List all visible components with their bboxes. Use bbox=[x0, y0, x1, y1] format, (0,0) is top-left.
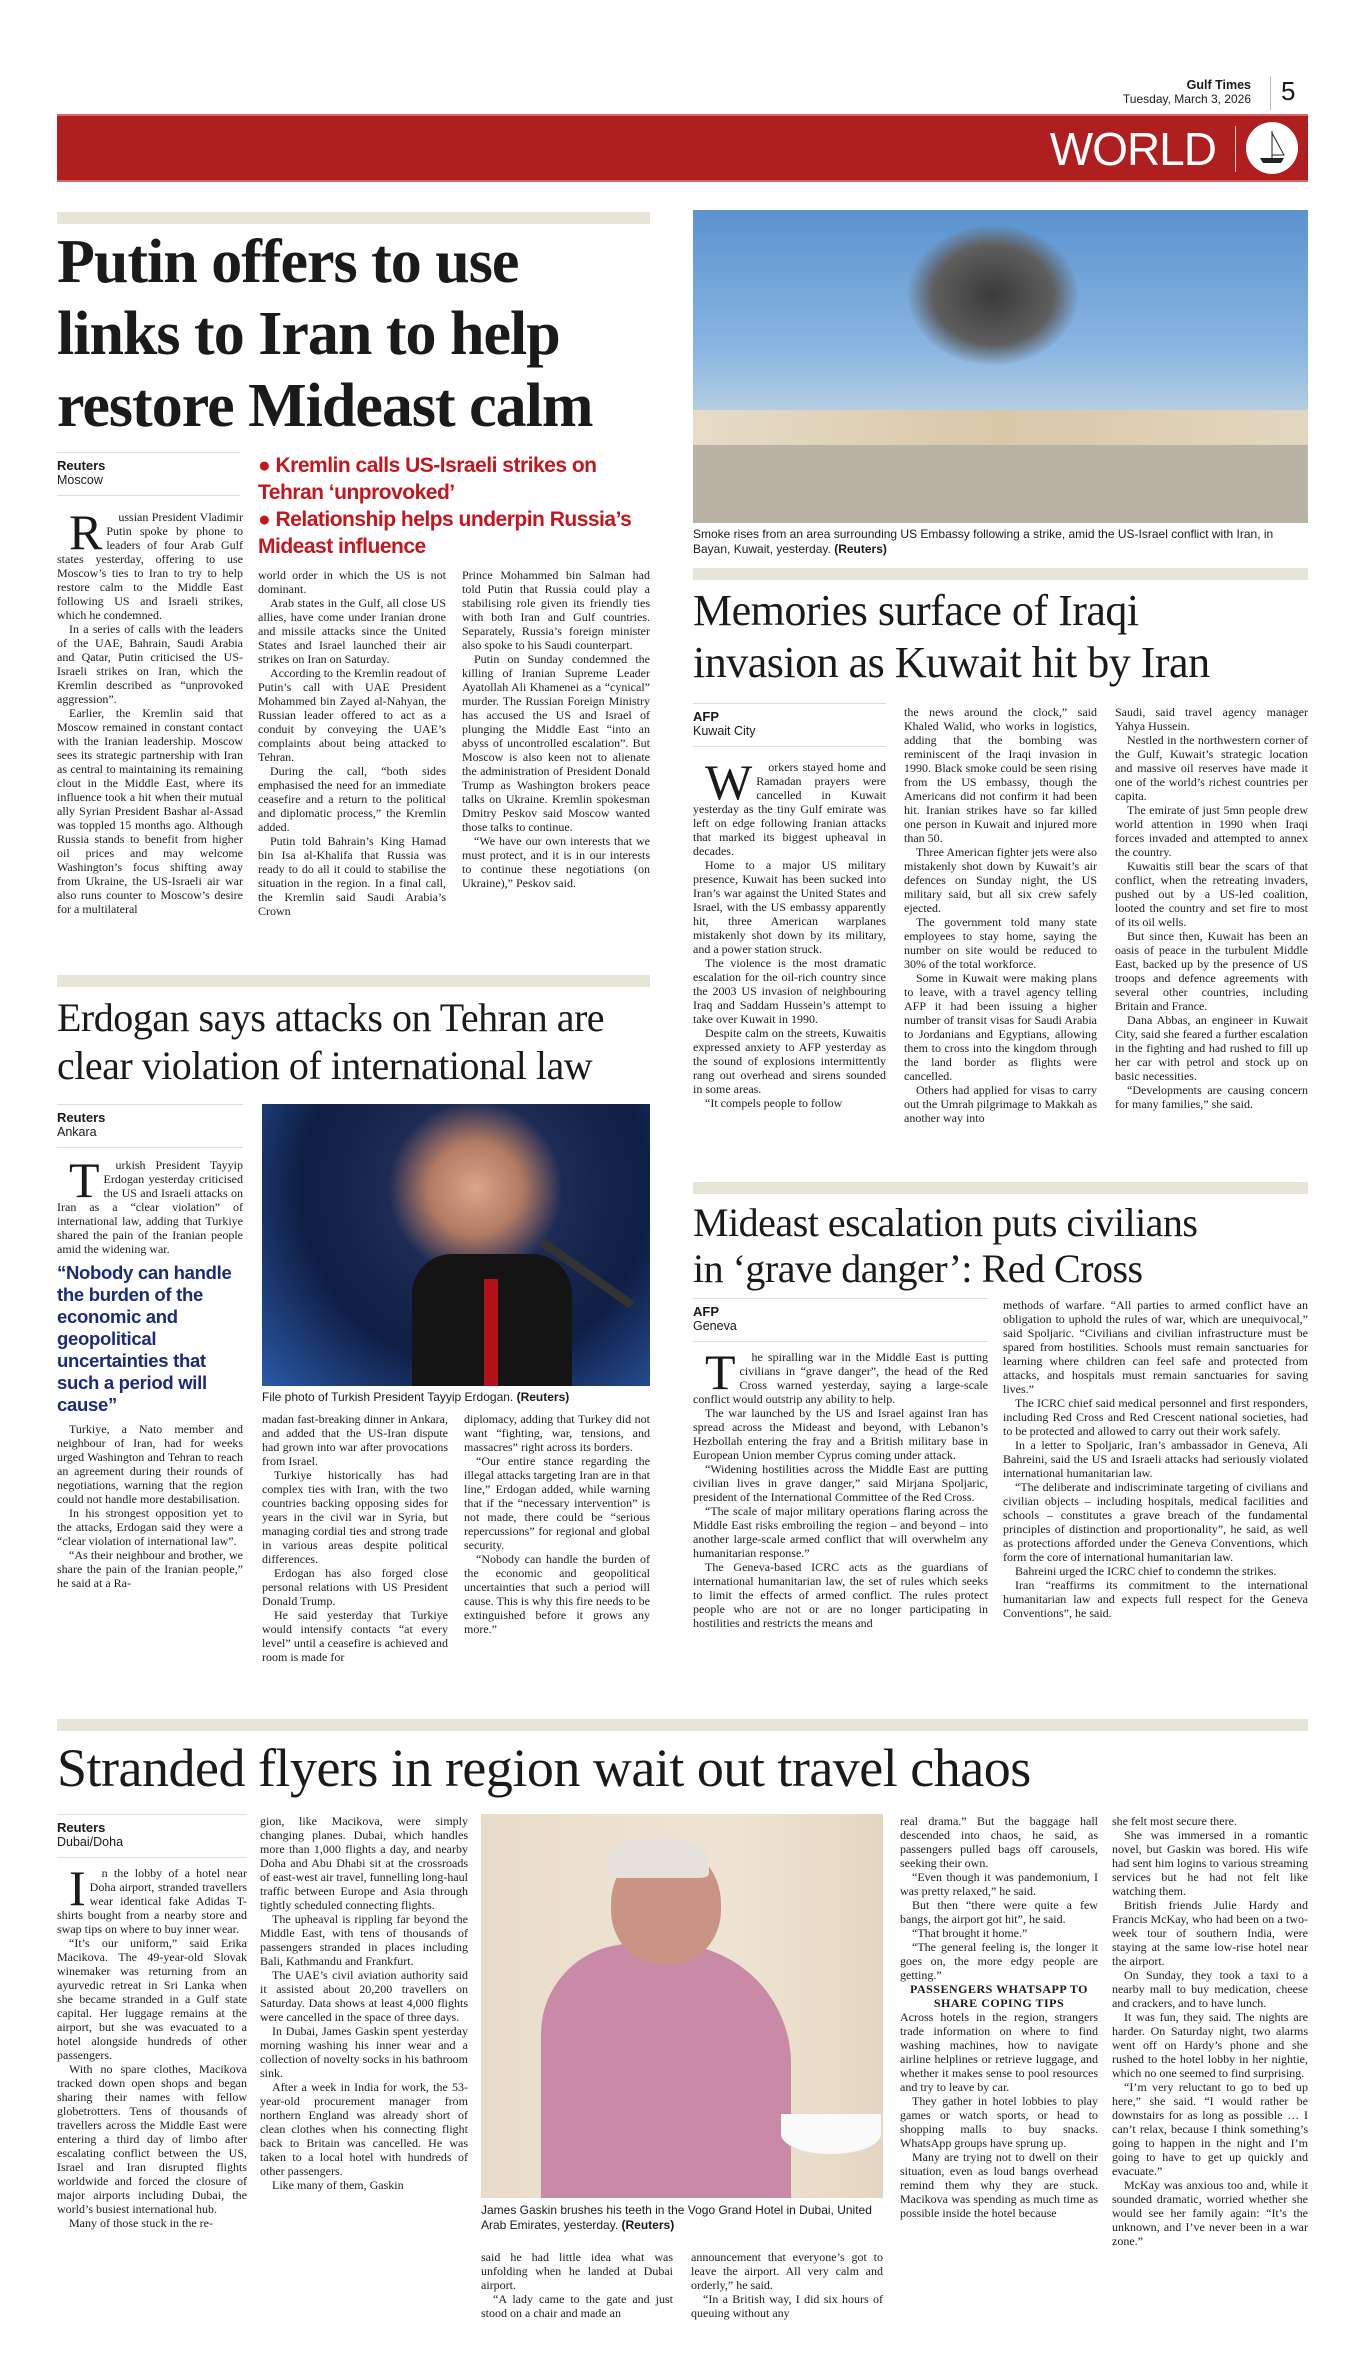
dateline: Moscow bbox=[57, 473, 103, 487]
putin-right-block bbox=[258, 452, 650, 918]
pull-quote: “Nobody can handle the burden of the economic and geopolitical uncertainties that such a period will cause” bbox=[57, 1262, 232, 1415]
subhead: ● Relationship helps underpin Russia’s Mideast influence bbox=[258, 508, 632, 558]
paragraph: madan fast-breaking dinner in Ankara, and added that the US-Iran dispute had grown into war after provocations from Israel. bbox=[262, 1412, 448, 1468]
article-column bbox=[1115, 705, 1308, 1111]
headline-line: Erdogan says attacks on Tehran are bbox=[57, 995, 605, 1040]
paragraph: Three American fighter jets were also mistakenly shot down by Kuwait’s air defences on Sunday night, the US military said, but all six crew safely ejected. bbox=[904, 845, 1097, 915]
headline-stranded: Stranded flyers in region wait out travel chaos bbox=[57, 1738, 1031, 1798]
paragraph: The ICRC chief said medical personnel and first responders, including Red Cross and Red Crescent national societies, had to be protected and allowed to carry out their work safely. bbox=[1003, 1396, 1308, 1438]
paragraph: “The deliberate and indiscriminate targeting of civilians and civilian objects – including hospitals, medical facilities and schools – constitutes a grave breach of the fundamental principles of distinction and proportionality”, he said, as well as protections afforded under the Geneva Conventions, which form the core of international humanitarian law. bbox=[1003, 1480, 1308, 1564]
paragraph: But since then, Kuwait has been an oasis of peace in the turbulent Middle East, backed up by the presence of US troops and defence agreements with several other countries, including Britain and France. bbox=[1115, 929, 1308, 1013]
paragraph: But then “there were quite a few bangs, the airport got hit”, he said. bbox=[900, 1898, 1098, 1926]
paragraph: Some in Kuwait were making plans to leave, with a travel agency telling AFP it had been issuing a higher number of transit visas for Saudi Arabia to Jordanians and Egyptians, allowing them to cross into the kingdom through the land border as flights were cancelled. bbox=[904, 971, 1097, 1083]
paragraph: “Our entire stance regarding the illegal attacks targeting Iran are in that line,” Erdogan added, while warning that if the “necessary intervention” is not made, there could be “serious repercussions” for regional and global security. bbox=[464, 1454, 650, 1552]
paragraph: Iran “reaffirms its commitment to the international humanitarian law and expects full respect for the Geneva Conventions”, he said. bbox=[1003, 1578, 1308, 1620]
paragraph: On Sunday, they took a taxi to a nearby mall to buy medication, cheese and crackers, and to have lunch. bbox=[1112, 1968, 1308, 2010]
paragraph: The UAE’s civil aviation authority said it assisted about 20,200 travellers on Saturday. Data shows at least 4,000 flights were cancelled in the space of three days. bbox=[260, 1968, 468, 2024]
erdogan-lead-block bbox=[57, 1152, 243, 1590]
paragraph: According to the Kremlin readout of Putin’s call with UAE President Mohammed bin Zayed al-Nahyan, the Russian leader offered to act as a conduit by conveying the UAE’s complaints about being attacked to Tehran. bbox=[258, 666, 446, 764]
headline-kuwait bbox=[693, 585, 1333, 689]
paragraph: The Geneva-based ICRC acts as the guardians of international humanitarian law, the set of rules which seeks to limit the effects of armed conflict. The rules protect people who are not or are no longer participating in hostilities and restricts the means and bbox=[693, 1560, 988, 1630]
headline-line: in ‘grave danger’: Red Cross bbox=[693, 1246, 1143, 1291]
headline-line: Putin offers to use bbox=[57, 228, 519, 296]
headline-line: clear violation of international law bbox=[57, 1043, 593, 1088]
paragraph: Dana Abbas, an engineer in Kuwait City, said she feared a further escalation in the fighting and had rushed to fill up her car with petrol and stock up on basic necessities. bbox=[1115, 1013, 1308, 1083]
article-column bbox=[481, 2250, 673, 2320]
paper-name: Gulf Times bbox=[1186, 78, 1251, 92]
paragraph: Saudi, said travel agency manager Yahya Hussein. bbox=[1115, 705, 1308, 733]
paragraph: Across hotels in the region, strangers trade information on where to find washing machines, how to navigate airline helplines or retrieve luggage, and whether it makes sense to pool resources and try to leave by car. bbox=[900, 2010, 1098, 2094]
paragraph: real drama.” But the baggage hall descended into chaos, he said, as passengers pulled bags off carousels, seeking their own. bbox=[900, 1814, 1098, 1870]
paragraph: British friends Julie Hardy and Francis McKay, who had been on a two-week tour of southern India, were staying at the same low-rise hotel near the airport. bbox=[1112, 1898, 1308, 1968]
byline bbox=[57, 1814, 247, 1858]
paragraph: Turkiye, a Nato member and neighbour of Iran, had for weeks urged Washington and Tehran to reach an agreement during their rounds of negotiations, warning that the region could not handle more destabilisation. bbox=[57, 1422, 243, 1506]
paragraph: “Nobody can handle the burden of the economic and geopolitical uncertainties that such a period will cause. This is why this fire needs to be extinguished before it grows any more.” bbox=[464, 1552, 650, 1636]
paragraph: Despite calm on the streets, Kuwaitis expressed anxiety to AFP yesterday as the sound of explosions intermittently rang out overhead and sirens sounded in some areas. bbox=[693, 1026, 886, 1096]
erdogan-photo bbox=[262, 1104, 650, 1386]
section-rule bbox=[693, 1182, 1308, 1194]
paragraph: He said yesterday that Turkiye would intensify contacts “at every level” until a ceasefire is achieved and room is made for bbox=[262, 1608, 448, 1664]
subhead: ● Kremlin calls US-Israeli strikes on Tehran ‘unprovoked’ bbox=[258, 454, 597, 504]
dateline: Geneva bbox=[693, 1319, 737, 1333]
agency: AFP bbox=[693, 709, 719, 724]
paragraph: McKay was anxious too and, while it sounded dramatic, worried whether she would see her family again: “It’s the unknown, and I’ve never been in a war zone.” bbox=[1112, 2178, 1308, 2248]
paragraph: Erdogan has also forged close personal relations with US President Donald Trump. bbox=[262, 1566, 448, 1608]
dateline: Dubai/Doha bbox=[57, 1835, 124, 1849]
paragraph: “It’s our uniform,” said Erika Macikova. The 49-year-old Slovak winemaker was returning from an ayurvedic retreat in Sri Lanka when she became stranded in a Gulf state capital. Her luggage remains at the airport, but she was evacuated to a hotel alongside hundreds of other passengers. bbox=[57, 1936, 247, 2062]
article-column bbox=[691, 2250, 883, 2320]
dateline: Kuwait City bbox=[693, 724, 756, 738]
paragraph: diplomacy, adding that Turkey did not want “fighting, war, tensions, and massacres” right across its borders. bbox=[464, 1412, 650, 1454]
paragraph: Russian President Vladimir Putin spoke by phone to leaders of four Arab Gulf states yesterday, offering to use Moscow’s ties to Iran to try to help restore calm to the Middle East following US and Israeli strikes, which he condemned. bbox=[57, 504, 243, 622]
kuwait-smoke-photo bbox=[693, 210, 1308, 523]
byline bbox=[693, 1298, 988, 1342]
paragraph: “That brought it home.” bbox=[912, 1926, 1028, 1940]
paragraph: the news around the clock,” said Khaled Walid, who works in logistics, adding that the bombing was reminiscent of the Iraqi invasion in 1990. Black smoke could be seen rising from the US embassy, though the Americans did not confirm it had been hit. Iranian strikes have so far killed one person in Kuwait and injured more than 50. bbox=[904, 705, 1097, 845]
paragraph: Kuwaitis still bear the scars of that conflict, when the retreating invaders, pushed out by a US-led coalition, looted the country and set fire to most of its oil wells. bbox=[1115, 859, 1308, 929]
paragraph: Turkish President Tayyip Erdogan yesterday criticised the US and Israeli attacks on Iran as a “clear violation” of international law, adding that Turkiye shared the pain of the Iranian people amid the widening war. bbox=[57, 1152, 243, 1256]
agency: Reuters bbox=[57, 1820, 106, 1835]
agency: Reuters bbox=[57, 1110, 106, 1125]
paragraph: In the lobby of a hotel near Doha airport, stranded travellers wear identical fake Adidas T-shirts bought from a nearby store and swap tips on where to buy inner wear. bbox=[57, 1860, 247, 1936]
paragraph: The government told many state employees to stay home, saying the number on site would be reduced to 30% of the total workforce. bbox=[904, 915, 1097, 971]
column-part bbox=[900, 2010, 1098, 2220]
article-column bbox=[57, 1422, 243, 1590]
paragraph: In a letter to Spoljaric, Iran’s ambassador in Geneva, Ali Bahreini, said the US and Israeli attacks had seriously violated international humanitarian law. bbox=[1003, 1438, 1308, 1480]
paragraph: Home to a major US military presence, Kuwait has been sucked into Iran’s war against the United States and Israel, with the US embassy apparently hit, three American warplanes mistakenly shot down by its military, and a power station struck. bbox=[693, 858, 886, 956]
paragraph: The violence is the most dramatic escalation for the oil-rich country since the 2003 US invasion of neighbouring Iraq and Saddam Hussein’s attempt to take over Kuwait in 1990. bbox=[693, 956, 886, 1026]
paragraph: She was immersed in a romantic novel, but Gaskin was bored. His wife had sent him logins to various streaming services but he had not felt like watching them. bbox=[1112, 1828, 1308, 1898]
paragraph: Putin on Sunday condemned the killing of Iranian Supreme Leader Ayatollah Ali Khamenei as a “cynical” murder. The Russian Foreign Ministry has accused the US and Israel of plunging the Middle East “into an abyss of uncontrolled escalation”. But Moscow is also keen not to alienate the administration of President Donald Trump as Washington brokers peace talks on Ukraine. Kremlin spokesman Dmitry Peskov said Moscow wanted those talks to continue. bbox=[462, 652, 650, 834]
paragraph: announcement that everyone’s got to leave the airport. All very calm and orderly,” he said. bbox=[691, 2250, 883, 2292]
paragraph: “I’m very reluctant to go to bed up here,” she said. “I would rather be downstairs for as long as possible … I can’t relax, because I think something’s going to happen in the night and I’m going to have to get up quickly and evacuate.” bbox=[1112, 2080, 1308, 2178]
article-column bbox=[260, 1814, 468, 2192]
paragraph: she felt most secure there. bbox=[1112, 1814, 1237, 1828]
paragraph: “A lady came to the gate and just stood on a chair and made an bbox=[481, 2292, 673, 2320]
headline-line: links to Iran to help bbox=[57, 300, 560, 368]
paragraph: Nestled in the northwestern corner of the Gulf, Kuwait’s strategic location and massive oil reserves have made it one of the world’s richest countries per capita. bbox=[1115, 733, 1308, 803]
masthead bbox=[1123, 78, 1251, 106]
agency: Reuters bbox=[57, 458, 106, 473]
paragraph: “Widening hostilities across the Middle East are putting civilian lives in grave danger,” said Mirjana Spoljaric, president of the International Committee of the Red Cross. bbox=[693, 1462, 988, 1504]
paragraph: “As their neighbour and brother, we share the pain of the Iranian people,” he said at a Ra- bbox=[57, 1548, 243, 1590]
article-column bbox=[693, 754, 886, 1110]
byline bbox=[57, 452, 240, 496]
headline-putin bbox=[57, 226, 657, 442]
paragraph: “We have our own interests that we must protect, and it is in our interests to continue these negotiations (on Ukraine),” Peskov said. bbox=[462, 834, 650, 890]
headline-erdogan bbox=[57, 994, 677, 1090]
paragraph: Earlier, the Kremlin said that Moscow remained in constant contact with the Iranian leadership. Moscow sees its strategic partnership with Iran as central to maintaining its remaining clout in the Middle East, where its influence took a hit when their mutual ally Syrian President Bashar al-Assad was toppled 15 months ago. Although Russia stands to benefit from higher oil prices and may welcome Washington’s focus shifting away from Ukraine, the US-Israeli air war also runs counter to Moscow’s desire for a multilateral bbox=[57, 706, 243, 916]
paragraph: It was fun, they said. The nights are harder. On Saturday night, two alarms went off on Hardy’s phone and she rushed to the hotel lobby in her nightie, which no one seemed to find surprising. bbox=[1112, 2010, 1308, 2080]
column-part bbox=[900, 1814, 1098, 1982]
paragraph: In a series of calls with the leaders of the UAE, Bahrain, Saudi Arabia and Qatar, Putin criticised the US-Israeli strikes on Iran, which the Kremlin described as “unprovoked aggression”. bbox=[57, 622, 243, 706]
article-column bbox=[258, 568, 446, 918]
gaskin-photo bbox=[481, 1814, 883, 2198]
paragraph: With no spare clothes, Macikova tracked down open shops and began sharing their names with fellow globetrotters. Tens of thousands of travellers across the Middle East were entering a third day of limbo after escalating conflict between the US, Israel and Iran disrupted flights worldwide and forced the closure of major airports including Dubai, the world’s busiest international hub. bbox=[57, 2062, 247, 2216]
article-column bbox=[1003, 1298, 1308, 1620]
paragraph: “The scale of major military operations flaring across the Middle East risks embroiling the region – and beyond – into another large-scale armed conflict that will overwhelm any humanitarian response.” bbox=[693, 1504, 988, 1560]
paragraph: After a week in India for work, the 53-year-old procurement manager from northern England was already short of clean clothes when his connecting flight back to Britain was cancelled. He was taken to a local hotel with hundreds of other passengers. bbox=[260, 2080, 468, 2178]
section-rule bbox=[693, 568, 1308, 580]
paragraph: world order in which the US is not dominant. bbox=[258, 568, 446, 596]
paragraph: “The general feeling is, the longer it goes on, the more edgy people are getting.” bbox=[900, 1940, 1098, 1982]
paragraph: The spiralling war in the Middle East is putting civilians in “grave danger”, the head of the Red Cross warned yesterday, saying a large-scale conflict would outstrip any ability to help. bbox=[693, 1344, 988, 1406]
column-pair bbox=[258, 568, 650, 918]
dateline: Ankara bbox=[57, 1125, 97, 1139]
article-column bbox=[900, 1814, 1098, 2220]
article-column bbox=[262, 1412, 448, 1664]
article-column bbox=[57, 504, 243, 916]
section-title: WORLD bbox=[1049, 123, 1216, 175]
article-column bbox=[57, 1860, 247, 2230]
issue-date: Tuesday, March 3, 2026 bbox=[1122, 92, 1251, 106]
headline-line: Memories surface of Iraqi bbox=[693, 586, 1139, 635]
paragraph: “Even though it was pandemonium, I was pretty relaxed,” he said. bbox=[900, 1870, 1098, 1898]
paragraph: The emirate of just 5mn people drew world attention in 1990 when Iraqi forces invaded and attempted to annex the country. bbox=[1115, 803, 1308, 859]
photo-caption: Smoke rises from an area surrounding US Embassy following a strike, amid the US-Israel conflict with Iran, in Bayan, Kuwait, yesterday. (Reuters) bbox=[693, 527, 1274, 556]
photo-caption: James Gaskin brushes his teeth in the Vogo Grand Hotel in Dubai, United Arab Emirates, yesterday. (Reuters) bbox=[481, 2203, 872, 2232]
paragraph: Prince Mohammed bin Salman had told Putin that Russia could play a stabilising role given its friendly ties with both Iran and Gulf countries. Separately, Russia’s foreign minister also spoke to his Saudi counterpart. bbox=[462, 568, 650, 652]
paragraph: gion, like Macikova, were simply changing planes. Dubai, which handles more than 1,000 flights a day, and nearby Doha and Abu Dhabi sit at the crossroads of east-west air travel, funnelling long-haul traffic between Europe and Asia through tightly scheduled connecting flights. bbox=[260, 1814, 468, 1912]
paragraph: The upheaval is rippling far beyond the Middle East, with tens of thousands of passengers stranded in places including Bali, Kathmandu and Frankfurt. bbox=[260, 1912, 468, 1968]
crosshead: PASSENGERS WHATSAPP TO SHARE COPING TIPS bbox=[910, 1982, 1088, 2010]
paragraph: “In a British way, I did six hours of queuing without any bbox=[691, 2292, 883, 2320]
photo-caption: File photo of Turkish President Tayyip Erdogan. (Reuters) bbox=[262, 1390, 570, 1404]
headline-line: restore Mideast calm bbox=[57, 372, 593, 440]
byline bbox=[693, 703, 886, 747]
paragraph: Many of those stuck in the re- bbox=[69, 2216, 213, 2230]
section-rule bbox=[57, 212, 650, 224]
paragraph: In Dubai, James Gaskin spent yesterday morning washing his inner wear and a collection of novelty socks in his bathroom sink. bbox=[260, 2024, 468, 2080]
subheads bbox=[258, 452, 650, 560]
paragraph: Others had applied for visas to carry out the Umrah pilgrimage to Makkah as another way into bbox=[904, 1083, 1097, 1125]
article-column bbox=[693, 1344, 988, 1630]
page-number: 5 bbox=[1270, 76, 1295, 110]
byline bbox=[57, 1104, 243, 1148]
headline-line: invasion as Kuwait hit by Iran bbox=[693, 638, 1210, 687]
paragraph: “It compels people to follow bbox=[705, 1096, 843, 1110]
paragraph: Arab states in the Gulf, all close US allies, have come under Iranian drone and missile attacks since the United States and Israel launched their air strikes on Iran on Saturday. bbox=[258, 596, 446, 666]
paragraph: The war launched by the US and Israel against Iran has spread across the Mideast and beyond, with Lebanon’s Hezbollah entering the fray and a British military base in European Union member Cyprus coming under attack. bbox=[693, 1406, 988, 1462]
paragraph: Many are trying not to dwell on their situation, even as loud bangs overhead remind them why they are stuck. Macikova was spending as much time as possible inside the hotel because bbox=[900, 2150, 1098, 2220]
divider bbox=[1235, 126, 1236, 172]
paragraph: Workers stayed home and Ramadan prayers were cancelled in Kuwait yesterday as the tiny Gulf emirate was left on edge following Iranian attacks that marked its biggest upheaval in decades. bbox=[693, 754, 886, 858]
section-banner bbox=[57, 114, 1308, 182]
headline-redcross bbox=[693, 1200, 1333, 1292]
paragraph: In his strongest opposition yet to the attacks, Erdogan said they were a “clear violation of international law”. bbox=[57, 1506, 243, 1548]
section-rule bbox=[57, 1719, 1308, 1731]
section-rule bbox=[57, 975, 650, 987]
headline-line: Mideast escalation puts civilians bbox=[693, 1200, 1198, 1245]
paragraph: Putin told Bahrain’s King Hamad bin Isa al-Khalifa that Russia was ready to do all it could to stabilise the situation in the region. In a final call, the Kremlin said Saudi Arabia’s Crown bbox=[258, 834, 446, 918]
dhow-boat-icon bbox=[1246, 122, 1298, 174]
article-column bbox=[462, 568, 650, 918]
paragraph: Like many of them, Gaskin bbox=[272, 2178, 404, 2192]
article-column bbox=[904, 705, 1097, 1125]
paragraph: Bahreini urged the ICRC chief to condemn the strikes. bbox=[1015, 1564, 1277, 1578]
paragraph: During the call, “both sides emphasised the need for an immediate ceasefire and a return to the political and diplomatic process,” the Kremlin added. bbox=[258, 764, 446, 834]
article-column bbox=[57, 1152, 243, 1256]
paragraph: said he had little idea what was unfolding when he landed at Dubai airport. bbox=[481, 2250, 673, 2292]
paragraph: “Developments are causing concern for many families,” she said. bbox=[1115, 1083, 1308, 1111]
article-column bbox=[464, 1412, 650, 1636]
article-column bbox=[1112, 1814, 1308, 2248]
paragraph: They gather in hotel lobbies to play games or watch sports, or head to shopping malls to buy snacks. WhatsApp groups have sprung up. bbox=[900, 2094, 1098, 2150]
paragraph: methods of warfare. “All parties to armed conflict have an obligation to uphold the rules of war, which are unequivocal,” said Spoljaric. “Civilians and civilian infrastructure must be spared from hostilities. Schools must remain sanctuaries for learning where children can feel safe and protected from attacks, and hospitals must remain sanctuaries for saving lives.” bbox=[1003, 1298, 1308, 1396]
paragraph: Turkiye historically has had complex ties with Iran, with the two countries backing opposing sides for years in the civil war in Syria, but managing cordial ties and strong trade in various areas despite political differences. bbox=[262, 1468, 448, 1566]
agency: AFP bbox=[693, 1304, 719, 1319]
